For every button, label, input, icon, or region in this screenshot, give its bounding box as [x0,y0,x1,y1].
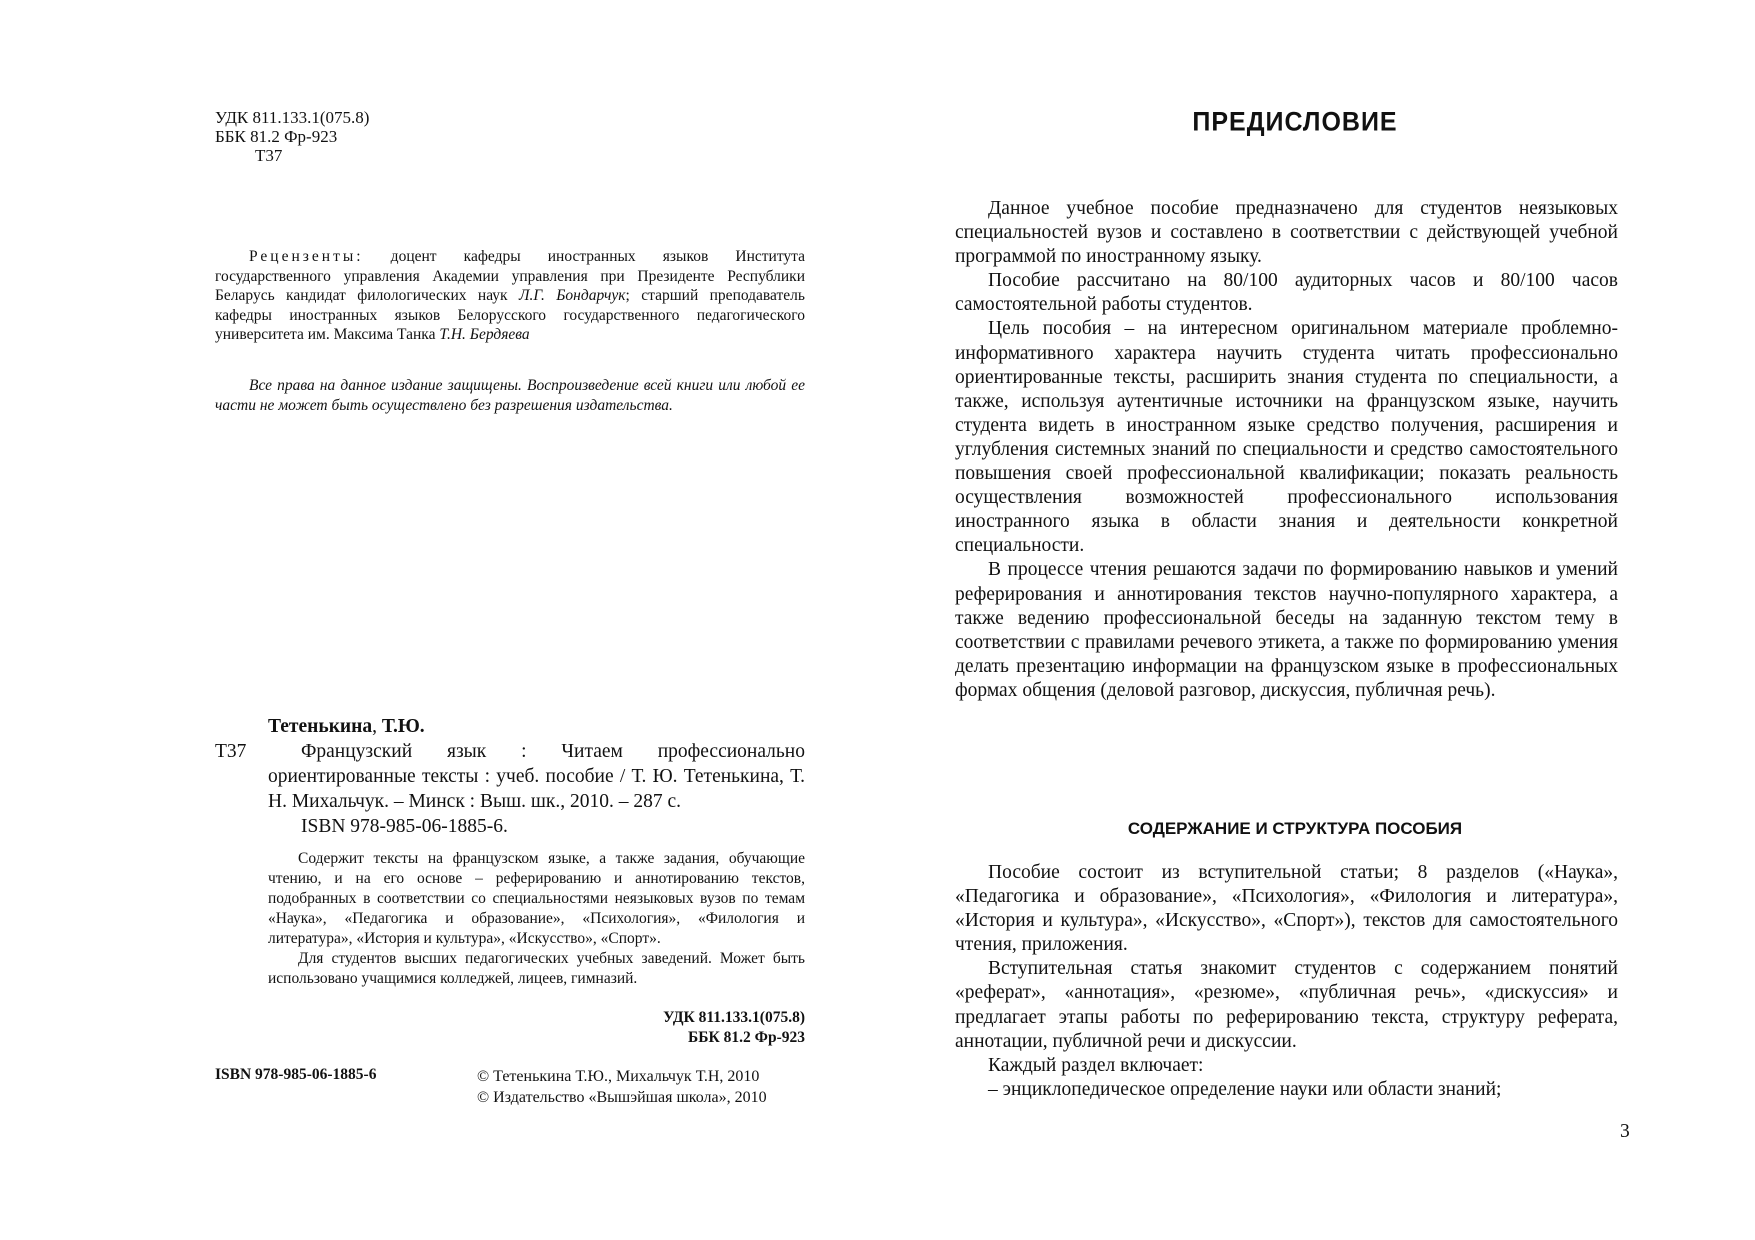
section-title: СОДЕРЖАНИЕ И СТРУКТУРА ПОСОБИЯ [1127,819,1463,838]
section-paragraph: – энциклопедическое определение науки или области знаний; [988,1078,1502,1100]
preface-body [955,197,1618,703]
annotation-paragraph: Содержит тексты на французском языке, а также задания, обучающие чтению, и на его основе – реферированию и аннотированию текстов, подобранных в соответствии со специальностями неязыковых вузов по темам «Наука», «Педагогика и образование», «Психология», «Филология и литература», «История и культура», «Искусство», «Спорт». [268,850,805,947]
annotation-paragraph: Для студентов высших педагогических учебных заведений. Может быть использовано учащимися колледжей, лицеев, гимназий. [268,950,805,987]
bbk-code: ББК 81.2 Фр-923 [688,1029,805,1046]
right-page [877,0,1755,1240]
author-mark: Т37 [255,146,283,165]
udk-code: УДК 811.133.1(075.8) [663,1009,805,1026]
isbn: ISBN 978-985-06-1885-6 [215,1066,377,1083]
section-paragraph: Вступительная статья знакомит студентов с содержанием понятий «реферат», «аннотация», «резюме», «публичная речь», «дискуссия» и предлагает этапы работы по реферированию текста, структуру реферата, аннотации, публичной речи и дискуссии. [955,958,1618,1052]
udk-classification-bottom [268,1008,805,1048]
reviewer-1-name: Л.Г. Бондарчук [518,287,626,304]
page-title: ПРЕДИСЛОВИЕ [1192,106,1398,138]
copyright-authors: © Тетенькина Т.Ю., Михальчук Т.Н, 2010 [477,1068,760,1085]
page-number: 3 [1620,1121,1630,1142]
author-initials: Т.Ю. [381,716,425,737]
reviewers-label: Рецензенты: [249,248,364,265]
copyright-publisher: © Издательство «Вышэйшая школа», 2010 [477,1089,767,1106]
t37-mark: Т37 [215,741,247,762]
author-heading: Тетенькина, Т.Ю. [268,716,425,737]
preface-paragraph: Цель пособия – на интересном оригинальном материале проблемно-информативного характера научить студента читать профессионально ориентированные тексты, расширить знания студента по специальности, а также, используя аутентичные источники на французском языке, научить студента видеть в иностранном языке средство получения, расширения и углубления системных знаний по специальности и средство самостоятельного повышения своей профессиональной квалификации; показать реальность осуществления возможностей профессионального использования иностранного языка в области знания и деятельности конкретной специальности. [955,318,1618,557]
preface-paragraph: В процессе чтения решаются задачи по формированию навыков и умений реферирования и аннотирования текстов научно-популярного характера, а также ведению профессиональной беседы на заданную текстом тему в соответствии с правилами речевого этикета, а также по формированию умения делать презентацию информации на французском языке в профессиональных формах общения (деловой разговор, дискуссия, публичная речь). [955,559,1618,701]
biblio-isbn: ISBN 978-985-06-1885-6. [301,816,508,837]
rights-notice: Все права на данное издание защищены. Воспроизведение всей книги или любой ее части не может быть осуществлено без разрешения издательства. [215,377,805,414]
reviewer-2-name: Т.Н. Бердяева [439,326,530,343]
preface-paragraph: Данное учебное пособие предназначено для студентов неязыковых специальностей вузов и составлено в соответствии с действующей учебной программой по иностранному языку. [955,198,1618,268]
preface-paragraph: Пособие рассчитано на 80/100 аудиторных часов и 80/100 часов самостоятельной работы студентов. [955,270,1618,316]
section-body [955,861,1618,1102]
udk-classification-top [215,108,369,165]
section-paragraph: Каждый раздел включает: [988,1054,1204,1076]
reviewers-block [215,247,805,345]
section-paragraph: Пособие состоит из вступительной статьи; 8 разделов («Наука», «Педагогика и образование», «Психология», «Филология и литература», «История и культура», «Искусство», «Спорт»), текстов для самостоятельного чтения, приложения. [955,862,1618,956]
left-page [0,0,877,1240]
reviewers-text-2: ; старший преподаватель кафедры иностранных языков Белорусского государственного педагогического университета им. Максима Танка [215,287,805,343]
udk-code: УДК 811.133.1(075.8) [215,108,370,127]
author-surname: Тетенькина [268,716,373,737]
copyright-block [477,1066,767,1108]
annotation [268,849,805,989]
bibliographic-record [268,739,805,839]
bbk-code: ББК 81.2 Фр-923 [215,127,338,146]
biblio-description: Французский язык : Читаем профессионально ориентированные тексты : учеб. пособие / Т. Ю. Тетенькина, Т. Н. Михальчук. – Минск : Выш. шк., 2010. – 287 с. [268,741,805,812]
reviewers-text-1: доцент кафедры иностранных языков Института государственного управления Академии управления при Президенте Республики Беларусь кандидат филологических наук [215,248,805,304]
